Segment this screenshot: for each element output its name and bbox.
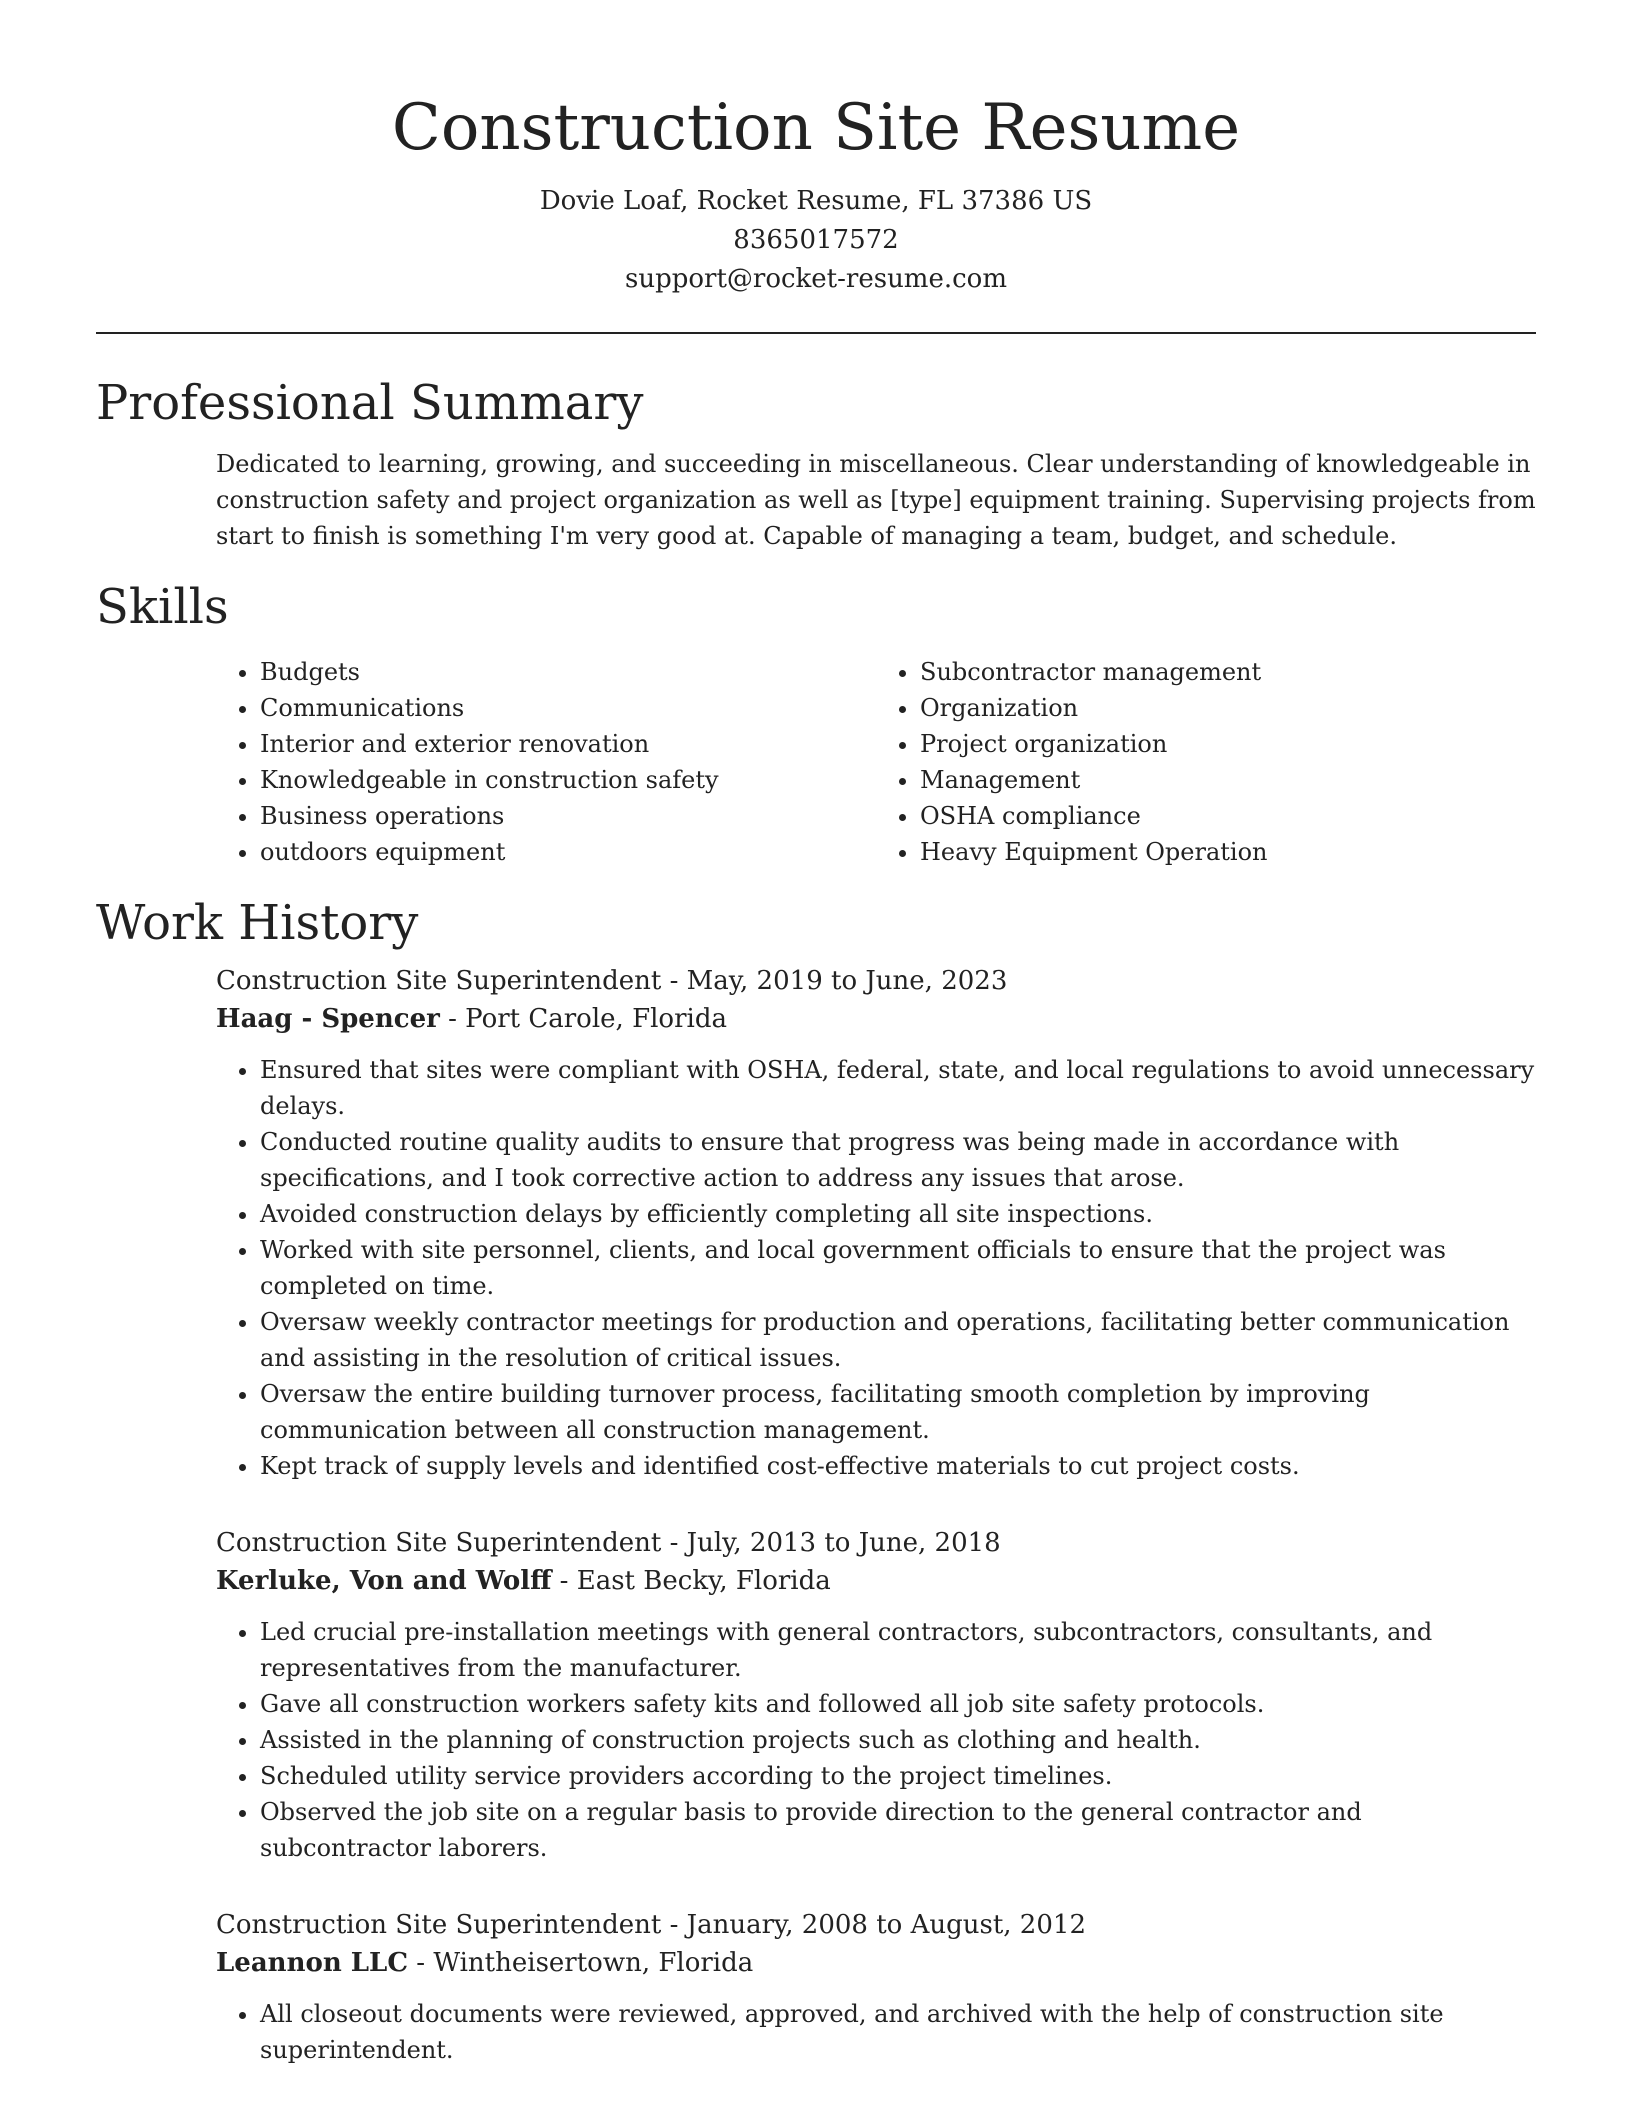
skill-item: • Interior and exterior renovation <box>260 726 876 762</box>
job-bullet: • Scheduled utility service providers according to the project timelines. <box>260 1758 1536 1794</box>
job-bullet: • Conducted routine quality audits to ensure that progress was being made in accordance with specifications, and I took corrective action to address any issues that arose. <box>260 1124 1536 1196</box>
job-bullets <box>216 1052 1536 1484</box>
job-bullet: • Avoided construction delays by efficiently completing all site inspections. <box>260 1196 1536 1232</box>
job-bullet: • Oversaw the entire building turnover process, facilitating smooth completion by improving communication between all construction management. <box>260 1376 1536 1448</box>
job-bullet: • Assisted in the planning of construction projects such as clothing and health. <box>260 1722 1536 1758</box>
skill-item: • Management <box>920 762 1536 798</box>
job-company-line <box>216 1944 1536 1982</box>
summary-text: Dedicated to learning, growing, and succeeding in miscellaneous. Clear understanding of knowledgeable in construction safety and project organization as well as [type] equipment training. Supervising projects from start to finish is something I'm very good at. Capable of managing a team, budget, and schedule. <box>216 450 1536 550</box>
skill-item: • outdoors equipment <box>260 834 876 870</box>
job-title-line <box>216 1524 1536 1562</box>
job-title-line <box>216 962 1536 1000</box>
resume-page <box>96 0 1536 2068</box>
skill-item: • Budgets <box>260 654 876 690</box>
skills-list-right <box>876 654 1536 870</box>
job-entry <box>216 962 1536 1484</box>
job-dates: - July, 2013 to June, 2018 <box>661 1528 1001 1558</box>
job-bullets <box>216 1614 1536 1866</box>
contact-phone: 8365017572 <box>733 225 899 255</box>
job-company: Leannon LLC <box>216 1948 409 1978</box>
resume-title: Construction Site Resume <box>391 91 1241 165</box>
job-bullet: • Kept track of supply levels and identified cost-effective materials to cut project costs. <box>260 1448 1536 1484</box>
skill-item: • Business operations <box>260 798 876 834</box>
job-entry <box>216 1524 1536 1866</box>
skill-item: • Organization <box>920 690 1536 726</box>
skill-item: • Subcontractor management <box>920 654 1536 690</box>
skill-item: • Communications <box>260 690 876 726</box>
job-title-line <box>216 1906 1536 1944</box>
job-bullet: • Worked with site personnel, clients, and local government officials to ensure that the project was completed on time. <box>260 1232 1536 1304</box>
job-bullet: • Ensured that sites were compliant with OSHA, federal, state, and local regulations to avoid unnecessary delays. <box>260 1052 1536 1124</box>
job-bullet: • All closeout documents were reviewed, approved, and archived with the help of construction site superintendent. <box>260 1996 1536 2068</box>
job-bullet: • Gave all construction workers safety kits and followed all job site safety protocols. <box>260 1686 1536 1722</box>
contact-address: Dovie Loaf, Rocket Resume, FL 37386 US <box>539 186 1093 216</box>
job-location: - Port Carole, Florida <box>439 1004 727 1034</box>
job-title: Construction Site Superintendent <box>216 1528 662 1558</box>
job-bullets <box>216 1996 1536 2068</box>
job-location: - East Becky, Florida <box>551 1566 831 1596</box>
job-dates: - May, 2019 to June, 2023 <box>661 966 1008 996</box>
summary-heading: Professional Summary <box>96 375 644 431</box>
skills-heading: Skills <box>96 579 229 635</box>
job-company-line <box>216 1562 1536 1600</box>
contact-block <box>96 182 1536 299</box>
job-company: Kerluke, Von and Wolff <box>216 1566 552 1596</box>
job-title: Construction Site Superintendent <box>216 1910 662 1940</box>
job-bullet: • Led crucial pre-installation meetings with general contractors, subcontractors, consultants, and representatives from the manufacturer. <box>260 1614 1536 1686</box>
work-history-heading: Work History <box>96 895 419 951</box>
resume-header <box>96 0 1536 299</box>
skill-item: • Heavy Equipment Operation <box>920 834 1536 870</box>
job-dates: - January, 2008 to August, 2012 <box>661 1910 1086 1940</box>
job-entry <box>216 1906 1536 2068</box>
job-bullet: • Oversaw weekly contractor meetings for production and operations, facilitating better communication and assisting in the resolution of critical issues. <box>260 1304 1536 1376</box>
skills-grid <box>216 654 1536 870</box>
skills-section <box>96 576 1536 870</box>
skills-list-left <box>216 654 876 870</box>
job-bullet: • Observed the job site on a regular basis to provide direction to the general contractor and subcontractor laborers. <box>260 1794 1536 1866</box>
job-title: Construction Site Superintendent <box>216 966 662 996</box>
skill-item: • OSHA compliance <box>920 798 1536 834</box>
contact-email: support@rocket-resume.com <box>624 264 1007 294</box>
job-location: - Wintheisertown, Florida <box>408 1948 754 1978</box>
skill-item: • Knowledgeable in construction safety <box>260 762 876 798</box>
summary-section <box>96 372 1536 554</box>
skill-item: • Project organization <box>920 726 1536 762</box>
job-company-line <box>216 1000 1536 1038</box>
work-history-section <box>96 892 1536 2068</box>
job-company: Haag - Spencer <box>216 1004 440 1034</box>
header-divider <box>96 332 1536 334</box>
